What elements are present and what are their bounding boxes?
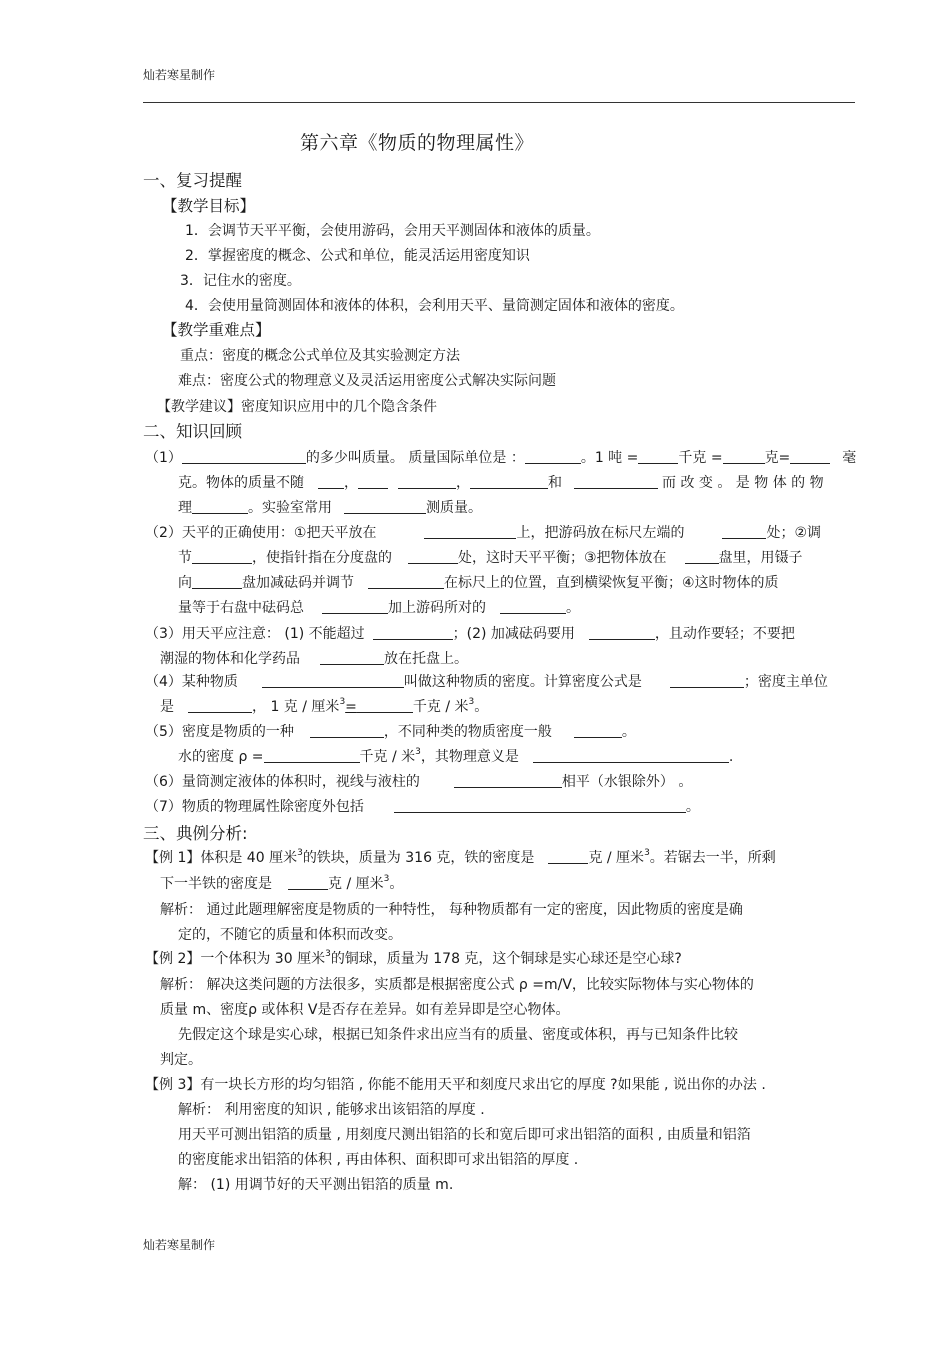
blank — [320, 649, 384, 665]
blank — [533, 747, 729, 763]
blank — [685, 548, 719, 564]
blank — [589, 624, 655, 640]
blank — [318, 473, 344, 489]
superscript: 3 — [297, 848, 303, 858]
text: 盘里，用镊子 — [718, 550, 803, 566]
example-3-question: 【例 3】有一块长方形的均匀铝箔 , 你能不能用天平和刻度尺求出它的厚度 ?如果能 , 说出你的办法 . — [145, 1077, 766, 1093]
question-2-line-4 — [178, 598, 580, 618]
text: 的铁块，质量为 316 克，铁的密度是 — [302, 850, 535, 866]
question-1-line-1 — [145, 448, 856, 468]
text: 。 — [474, 699, 489, 715]
text: （6）量筒测定液体的体积时，视线与液柱的 — [145, 774, 420, 790]
example-1-line-1 — [145, 848, 776, 868]
superscript: 3 — [339, 697, 346, 707]
text: （4）某种物质 — [145, 674, 238, 690]
text: 水的密度 ρ = — [178, 749, 264, 765]
blank — [525, 448, 581, 464]
example-2-method-cont: 判定。 — [160, 1052, 202, 1068]
text: 的铜球，质量为 178 克，这个铜球是实心球还是空心球? — [330, 951, 682, 967]
text: 。 — [685, 799, 700, 815]
text: ；(2) 加减砝码要用 — [452, 626, 575, 642]
question-1-line-3 — [178, 498, 482, 518]
text: . — [728, 749, 734, 765]
goal-item: 1．会调节天平平衡，会使用游码，会用天平测固体和液体的质量。 — [185, 223, 600, 239]
question-1-line-2 — [178, 473, 824, 493]
blank — [373, 624, 453, 640]
text: （1） — [145, 450, 182, 466]
question-3-line-1 — [145, 624, 795, 644]
example-2-line-1 — [145, 949, 682, 969]
text: 节 — [178, 550, 192, 566]
superscript: 3 — [325, 949, 331, 959]
text: 毫 — [842, 450, 857, 466]
question-5-line-1 — [145, 722, 636, 742]
section-2-heading: 二、知识回顾 — [143, 422, 242, 441]
blank — [548, 848, 588, 864]
text: （2）天平的正确使用：①把天平放在 — [145, 525, 377, 541]
blank — [398, 473, 456, 489]
blank — [790, 448, 830, 464]
blank — [264, 747, 360, 763]
difficult-point: 难点：密度公式的物理意义及灵活运用密度公式解决实际问题 — [178, 373, 556, 389]
goals-heading: 【教学目标】 — [162, 197, 256, 215]
text: ， 1 克 / 厘米 — [252, 699, 340, 715]
blank — [357, 697, 413, 713]
text: 量等于右盘中砝码总 — [178, 600, 304, 616]
text: 克。物体的质量不随 — [178, 475, 304, 491]
text: 。1 吨 = — [580, 450, 639, 466]
blank — [408, 548, 458, 564]
text: 千克 / 米 — [412, 699, 469, 715]
question-4-line-1 — [145, 672, 828, 692]
blank — [288, 874, 328, 890]
question-6 — [145, 772, 692, 792]
question-4-line-2 — [160, 697, 488, 717]
question-2-line-2 — [178, 548, 803, 568]
text: ，使指针指在分度盘的 — [252, 550, 392, 566]
text: 克 / 厘米 — [588, 850, 645, 866]
text: 而 改 变 。 是 物 体 的 物 — [662, 475, 824, 491]
text: 。 — [621, 724, 636, 740]
example-2-method: 先假定这个球是实心球，根据已知条件求出应当有的质量、密度或体积，再与已知条件比较 — [178, 1027, 738, 1043]
text: 克 / 厘米 — [328, 876, 384, 892]
text: 加上游码所对的 — [388, 600, 486, 616]
blank — [192, 573, 242, 589]
text: 。若锯去一半，所剩 — [649, 850, 776, 866]
text: 测质量。 — [426, 500, 482, 516]
text: 【例 2】一个体积为 30 厘米 — [145, 951, 326, 967]
example-3-analysis-cont: 用天平可测出铝箔的质量 , 用刻度尺测出铝箔的长和宽后即可求出铝箔的面积 , 由质量和铝箔 — [178, 1127, 751, 1143]
text: （3）用天平应注意： (1) 不能超过 — [145, 626, 365, 642]
question-3-line-2 — [160, 649, 468, 669]
text: ， — [456, 475, 470, 491]
example-1-analysis-cont: 定的，不随它的质量和体积而改变。 — [178, 927, 402, 943]
page-footer: 灿若寒星制作 — [143, 1238, 216, 1252]
example-3-analysis-cont: 的密度能求出铝箔的体积 , 再由体积、面积即可求出铝箔的厚度 . — [178, 1152, 579, 1168]
blank — [670, 672, 744, 688]
blank — [574, 473, 658, 489]
text: 。实验室常用 — [248, 500, 332, 516]
question-7 — [145, 797, 700, 817]
goal-item: 3．记住水的密度。 — [180, 273, 301, 289]
text: 上，把游码放在标尺左端的 — [516, 525, 685, 541]
blank — [723, 448, 765, 464]
example-2-analysis-cont: 质量 m、密度ρ 或体积 V是否存在差异。如有差异即是空心物体。 — [160, 1002, 570, 1018]
example-3-analysis: 解析： 利用密度的知识 , 能够求出该铝箔的厚度 . — [178, 1102, 485, 1118]
example-3-solution: 解： (1) 用调节好的天平测出铝箔的质量 m. — [178, 1177, 454, 1193]
text: ；密度主单位 — [743, 674, 828, 690]
blank — [310, 722, 384, 738]
text: 处，这时天平平衡；③把物体放在 — [458, 550, 667, 566]
blank — [182, 448, 306, 464]
text: 处；②调 — [766, 525, 822, 541]
superscript: 3 — [383, 874, 390, 884]
blank — [424, 523, 516, 539]
text: 在标尺上的位置，直到横梁恢复平衡；④这时物体的质 — [444, 575, 779, 591]
text: 的多少叫质量。 质量国际单位是 ： — [305, 450, 525, 466]
text: 千克 / 米 — [359, 749, 416, 765]
text: 盘加减砝码并调节 — [242, 575, 354, 591]
blank — [574, 722, 622, 738]
text: 下一半铁的密度是 — [160, 876, 272, 892]
example-1-analysis: 解析： 通过此题理解密度是物质的一种特性， 每种物质都有一定的密度，因此物质的密度是确 — [160, 902, 743, 918]
blank — [394, 797, 686, 813]
example-2-analysis: 解析： 解决这类问题的方法很多，实质都是根据密度公式 ρ =m/V，比较实际物体与实心物体的 — [160, 977, 754, 993]
goal-item: 4．会使用量筒测固体和液体的体积，会利用天平、量筒测定固体和液体的密度。 — [185, 298, 684, 314]
text: 叫做这种物质的密度。计算密度公式是 — [403, 674, 642, 690]
text: 是 — [160, 699, 174, 715]
blank — [188, 697, 252, 713]
superscript: 3 — [644, 848, 650, 858]
superscript: 3 — [415, 747, 421, 757]
chapter-title: 第六章《物质的物理属性》 — [300, 132, 535, 154]
question-2-line-1 — [145, 523, 821, 543]
text: ，不同种类的物质密度一般 — [383, 724, 552, 740]
blank — [470, 473, 548, 489]
text: = — [345, 699, 357, 715]
blank — [344, 498, 426, 514]
text: 。 — [389, 876, 404, 892]
text: 和 — [548, 475, 562, 491]
blank — [358, 473, 388, 489]
blank — [500, 598, 566, 614]
text: 放在托盘上。 — [384, 651, 468, 667]
blank — [192, 498, 248, 514]
blank — [322, 598, 388, 614]
question-2-line-3 — [178, 573, 779, 593]
teaching-suggestion: 【教学建议】密度知识应用中的几个隐含条件 — [157, 399, 437, 415]
text: 千克 = — [678, 450, 723, 466]
page-header: 灿若寒星制作 — [143, 68, 216, 82]
example-1-line-2 — [160, 874, 403, 894]
text: 【例 1】体积是 40 厘米 — [145, 850, 298, 866]
question-5-line-2 — [178, 747, 733, 767]
superscript: 3 — [468, 697, 475, 707]
blank — [722, 523, 766, 539]
text: 向 — [178, 575, 192, 591]
keys-heading: 【教学重难点】 — [162, 321, 271, 339]
text: 潮湿的物体和化学药品 — [160, 651, 300, 667]
blank — [454, 772, 562, 788]
text: 克= — [764, 450, 791, 466]
text: 。 — [566, 600, 580, 616]
text: ，且动作要轻；不要把 — [654, 626, 795, 642]
text: 理 — [178, 500, 192, 516]
blank — [368, 573, 444, 589]
text: ，其物理意义是 — [420, 749, 519, 765]
section-3-heading: 三、典例分析: — [143, 824, 248, 843]
key-point: 重点：密度的概念公式单位及其实验测定方法 — [180, 348, 460, 364]
header-divider — [143, 102, 855, 103]
blank — [192, 548, 252, 564]
text: （5）密度是物质的一种 — [145, 724, 294, 740]
section-1-heading: 一、复习提醒 — [143, 171, 242, 190]
text: ， — [344, 475, 358, 491]
goal-item: 2．掌握密度的概念、公式和单位，能灵活运用密度知识 — [185, 248, 530, 264]
text: 相平（水银除外） 。 — [561, 774, 693, 790]
blank — [638, 448, 678, 464]
blank — [262, 672, 404, 688]
text: （7）物质的物理属性除密度外包括 — [145, 799, 364, 815]
